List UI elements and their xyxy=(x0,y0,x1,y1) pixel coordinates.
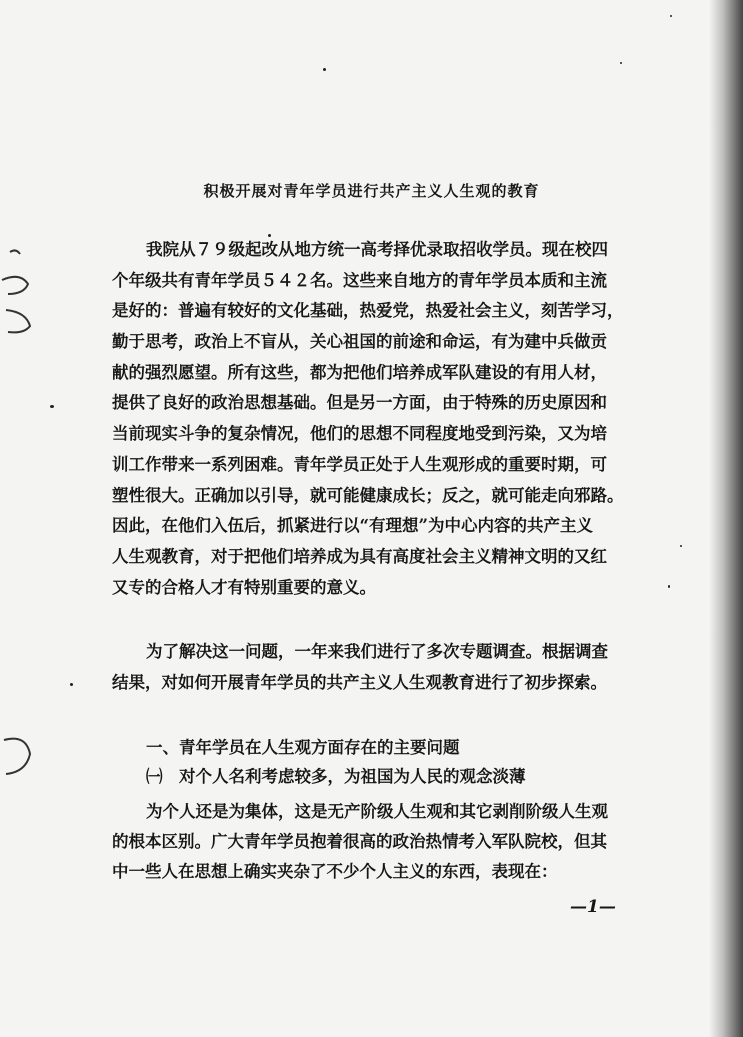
text-line: 训工作带来一系列困难。青年学员正处于人生观形成的重要时期，可 xyxy=(112,454,607,474)
text-line: 个年级共有青年学员５４２名。这些来自地方的青年学员本质和主流 xyxy=(112,270,607,290)
text-line: 勤于思考，政治上不盲从，关心祖国的前途和命运，有为建中兵做贡 xyxy=(112,332,607,352)
text-line: 为了解决这一问题，一年来我们进行了多次专题调查。根据调查 xyxy=(146,642,608,661)
paragraph-individualism xyxy=(112,797,672,887)
text-line: 为个人还是为集体，这是无产阶级人生观和其它剥削阶级人生观 xyxy=(146,802,608,821)
scan-speck xyxy=(70,683,73,686)
scan-shadow-edge xyxy=(709,0,743,1037)
scan-speck xyxy=(680,545,682,547)
section-heading: 一、青年学员在人生观方面存在的主要问题 xyxy=(146,738,460,757)
subsection-heading: ㈠ 对个人名利考虑较多，为祖国为人民的观念淡薄 xyxy=(146,767,526,786)
text-line: 的根本区别。广大青年学员抱着很高的政治热情考入军队院校，但其 xyxy=(112,832,607,851)
scan-speck xyxy=(50,405,54,408)
paragraph-investigation xyxy=(112,637,672,698)
margin-scribble-mark xyxy=(0,730,50,790)
scan-speck xyxy=(670,15,672,17)
text-line: 人生观教育，对于把他们培养成为具有高度社会主义精神文明的又红 xyxy=(112,546,607,566)
text-line: 是好的：普遍有较好的文化基础，热爱党，热爱社会主义，刻苦学习， xyxy=(112,301,624,321)
text-line: 当前现实斗争的复杂情况，他们的思想不同程度地受到污染，又为培 xyxy=(112,424,607,444)
scan-speck xyxy=(323,68,326,71)
text-line: 塑性很大。正确加以引导，就可能健康成长；反之，就可能走向邪路。 xyxy=(112,485,624,505)
text-line: 我院从７９级起改从地方统一高考择优录取招收学员。现在校四 xyxy=(146,240,608,259)
section-block xyxy=(112,733,672,791)
margin-scribble-mark xyxy=(0,240,50,350)
scan-speck xyxy=(620,62,622,64)
text-line: 中一些人在思想上确实夹杂了不少个人主义的东西，表现在： xyxy=(112,862,558,881)
text-line: 又专的合格人才有特别重要的意义。 xyxy=(112,577,376,597)
text-line: 提供了良好的政治思想基础。但是另一方面，由于特殊的历史原因和 xyxy=(112,393,607,413)
text-line: 献的强烈愿望。所有这些，都为把他们培养成军队建设的有用人材， xyxy=(112,362,607,382)
text-line: 结果，对如何开展青年学员的共产主义人生观教育进行了初步探索。 xyxy=(112,672,607,692)
document-title: 积极开展对青年学员进行共产主义人生观的教育 xyxy=(203,182,540,201)
page-number: —1— xyxy=(570,897,616,917)
paragraph-intro xyxy=(112,235,672,603)
text-line: 因此，在他们入伍后，抓紧进行以“有理想”为中心内容的共产主义 xyxy=(112,516,593,536)
